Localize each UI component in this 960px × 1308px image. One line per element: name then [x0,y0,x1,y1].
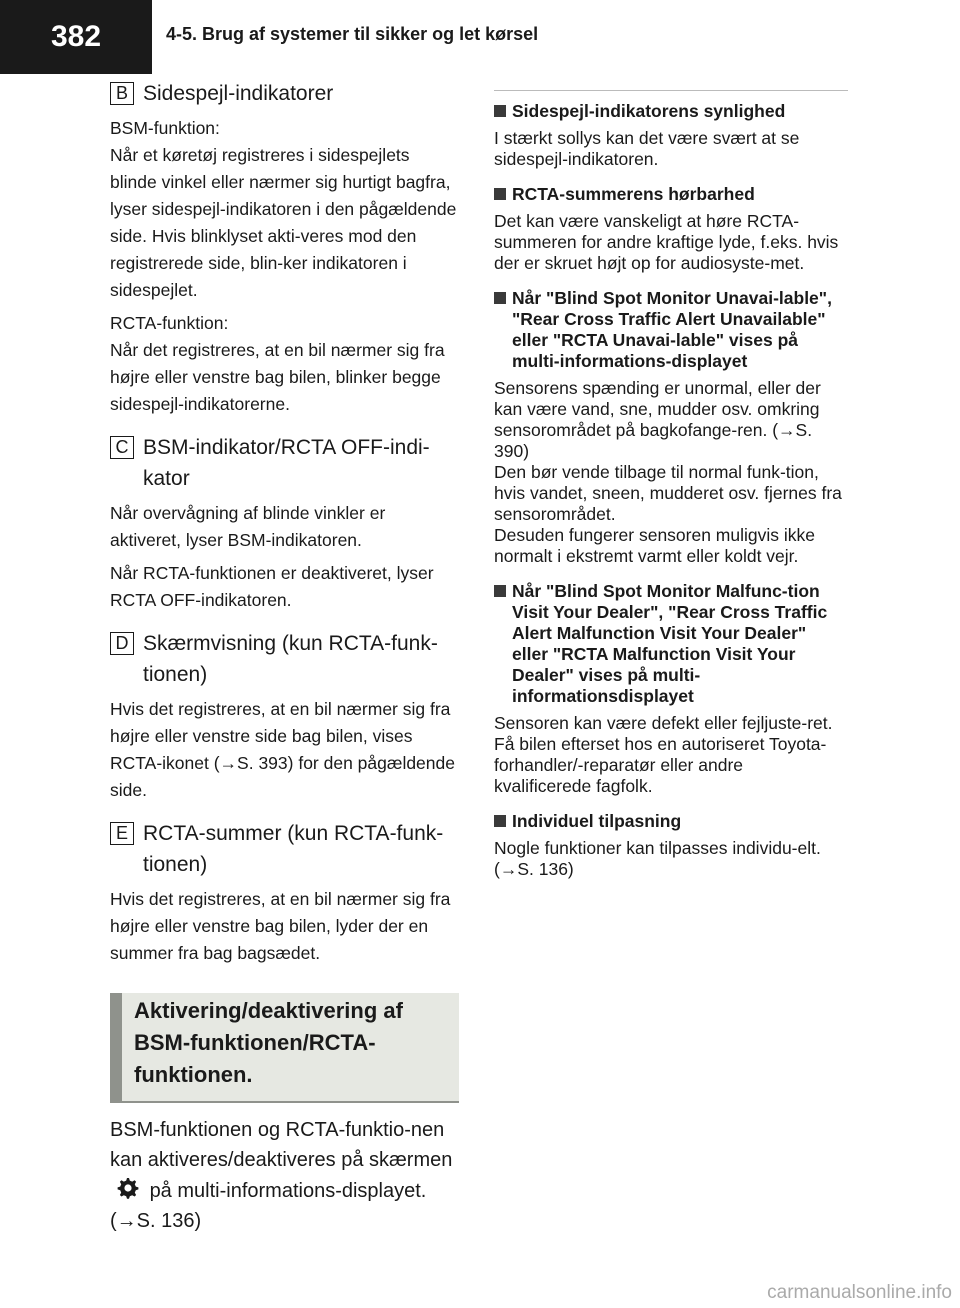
item-title: BSM-indikator/RCTA OFF-indi-kator [143,436,430,490]
activation-text [110,1115,460,1236]
activation-box-title: Aktivering/deaktivering af BSM-funktionen/RCTA-funktionen. [134,998,403,1087]
note-title: RCTA-summerens hørbarhed [512,184,755,204]
activation-box [110,993,459,1103]
item-paragraph: RCTA-funktion: Når det registreres, at en bil nærmer sig fra højre eller venstre bag bilen, blinker begge sidespejl-indikatorerne. [110,313,445,414]
square-bullet-icon [494,105,506,117]
note-body: Nogle funktioner kan tilpasses individu-elt. (→S. 136) [494,838,821,879]
item-paragraph: BSM-funktion: Når et køretøj registreres i sidespejlets blinde vinkel eller nærmer sig hurtigt bagfra, lyser sidespejl-indikatoren i den pågældende side. Hvis blinklyset akti-veres mod den registrerede side, blin-ker indikatoren i sidespejlet. [110,118,457,300]
item-paragraph: Når RCTA-funktionen er deaktiveret, lyser RCTA OFF-indikatoren. [110,563,434,610]
item-title: Skærmvisning (kun RCTA-funk-tionen) [143,632,438,686]
watermark: carmanualsonline.info [767,1282,952,1303]
item-heading [110,628,460,690]
square-bullet-icon [494,188,506,200]
item-heading [110,818,460,880]
item-letter-badge: C [110,436,134,459]
page-header [0,0,960,74]
item-paragraph: Når overvågning af blinde vinkler er aktiveret, lyser BSM-indikatoren. [110,503,386,550]
note-body: Det kan være vanskeligt at høre RCTA-summeren for andre kraftige lyde, f.eks. hvis der er skruet højt op for audiosyste-met. [494,211,839,273]
divider [494,90,848,91]
note-body: Sensoren kan være defekt eller fejljuste-ret. Få bilen efterset hos en autoriseret Toyota-forhandler/-reparatør eller andre kvalificerede fagfolk. [494,713,833,796]
gear-icon [114,1175,140,1201]
item-heading [110,78,460,109]
item-letter-badge: E [110,822,134,845]
note-heading [494,581,844,707]
activation-text-end: på multi-informations-displayet. (→S. 136) [110,1180,427,1232]
left-column [110,78,460,1236]
item-letter-badge: D [110,632,134,655]
note-title: Individuel tilpasning [512,811,682,831]
note-title: Når "Blind Spot Monitor Unavai-lable", "Rear Cross Traffic Alert Unavailable" eller "RCTA Unavai-lable" vises på multi-informations-displayet [512,288,832,371]
item-heading [110,432,460,494]
item-paragraph: Hvis det registreres, at en bil nærmer sig fra højre eller venstre side bag bilen, vises RCTA-ikonet (→S. 393) for den pågældende side. [110,699,455,800]
square-bullet-icon [494,585,506,597]
note-heading [494,101,844,122]
note-title: Når "Blind Spot Monitor Malfunc-tion Visit Your Dealer", "Rear Cross Traffic Alert Malfunction Visit Your Dealer" eller "RCTA Malfunction Visit Your Dealer" vises på multi-informationsdisplayet [512,581,828,706]
note-title: Sidespejl-indikatorens synlighed [512,101,786,121]
section-title: 4-5. Brug af systemer til sikker og let kørsel [166,24,539,44]
square-bullet-icon [494,815,506,827]
note-body: I stærkt sollys kan det være svært at se sidespejl-indikatoren. [494,128,800,169]
note-heading [494,811,844,832]
item-title: Sidespejl-indikatorer [143,82,334,105]
note-heading [494,184,844,205]
page-number: 382 [0,0,152,74]
item-paragraph: Hvis det registreres, at en bil nærmer sig fra højre eller venstre bag bilen, lyder der en summer fra bag bagsædet. [110,889,451,963]
right-column [494,78,844,894]
item-title: RCTA-summer (kun RCTA-funk-tionen) [143,822,444,876]
activation-text-start: BSM-funktionen og RCTA-funktio-nen kan aktiveres/deaktiveres på skærmen [110,1119,453,1171]
square-bullet-icon [494,292,506,304]
note-body: Sensorens spænding er unormal, eller der kan være vand, sne, mudder osv. omkring sensorområdet på bagkofange-ren. (→S. 390) Den bør vende tilbage til normal funk-tion, hvis vandet, sneen, mudderet osv. fjernes fra sensorområdet. Desuden fungerer sensoren muligvis ikke normalt i ekstremt varmt eller koldt vejr. [494,378,842,566]
note-heading [494,288,844,372]
item-letter-badge: B [110,82,134,105]
